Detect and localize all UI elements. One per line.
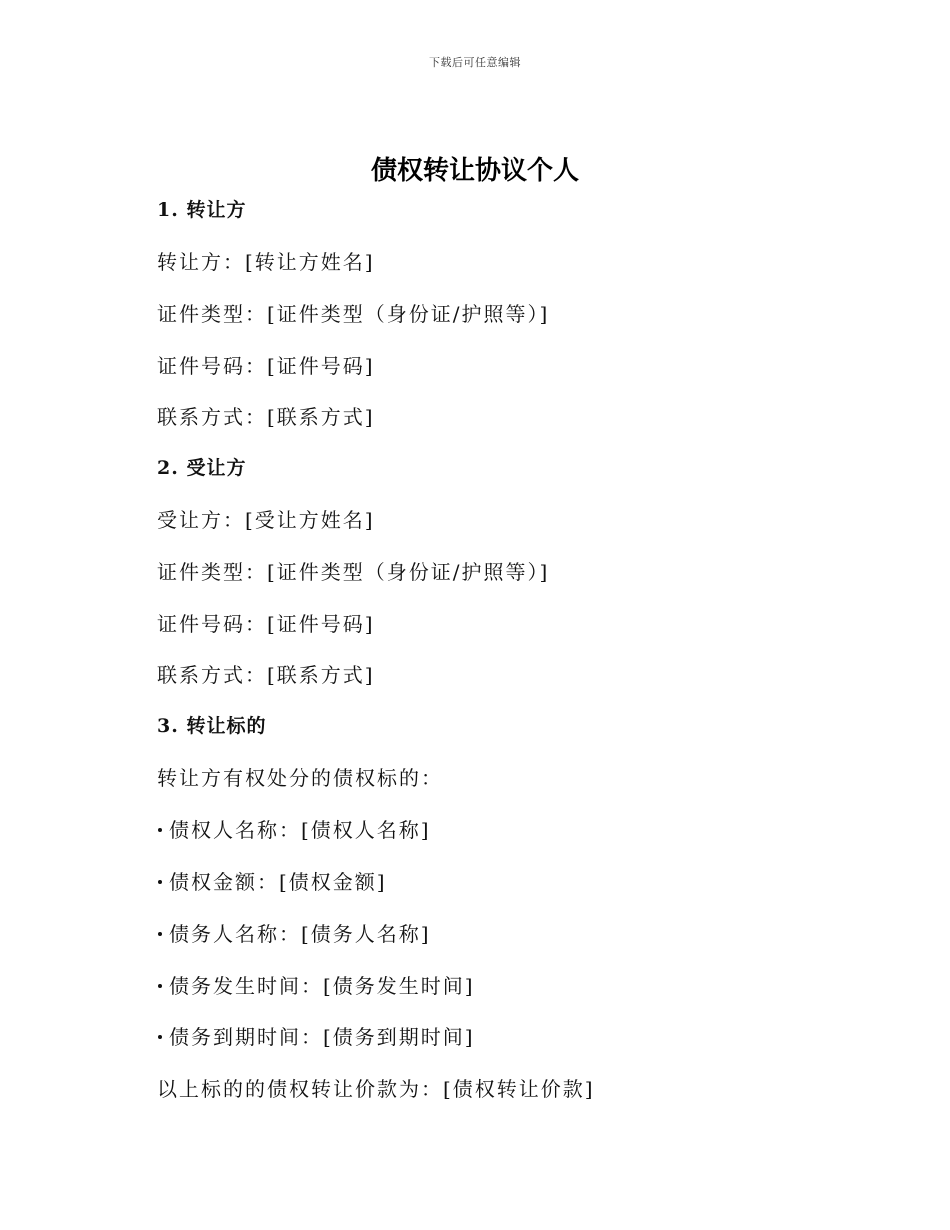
section-heading-transferor: 1. 转让方	[157, 199, 247, 221]
header-note: 下载后可任意编辑	[429, 56, 521, 69]
creditor-name-text: 债权人名称：[债权人名称]	[169, 818, 431, 842]
claim-amount-text: 债权金额：[债权金额]	[169, 870, 387, 894]
list-item	[157, 870, 387, 894]
bullet-icon	[158, 984, 162, 988]
bullet-icon	[158, 932, 162, 936]
transferor-id-type-line: 证件类型：[证件类型（身份证/护照等）]	[157, 302, 550, 326]
transferee-contact-line: 联系方式：[联系方式]	[157, 663, 375, 687]
bullet-icon	[158, 1035, 162, 1039]
transferor-contact-line: 联系方式：[联系方式]	[157, 405, 375, 429]
transferee-id-number-line: 证件号码：[证件号码]	[157, 612, 375, 636]
section-heading-subject: 3. 转让标的	[157, 715, 267, 737]
transferee-id-type-line: 证件类型：[证件类型（身份证/护照等）]	[157, 560, 550, 584]
bullet-icon	[158, 880, 162, 884]
debt-start-time-text: 债务发生时间：[债务发生时间]	[169, 974, 475, 998]
list-item	[157, 922, 431, 946]
transferor-name-line: 转让方：[转让方姓名]	[157, 250, 375, 274]
list-item	[157, 974, 475, 998]
list-item	[157, 818, 431, 842]
document-title: 债权转让协议个人	[370, 156, 579, 186]
debtor-name-text: 债务人名称：[债务人名称]	[169, 922, 431, 946]
subject-intro-line: 转让方有权处分的债权标的：	[157, 766, 443, 790]
transfer-price-line: 以上标的的债权转让价款为：[债权转让价款]	[157, 1077, 595, 1101]
bullet-icon	[158, 828, 162, 832]
debt-due-time-text: 债务到期时间：[债务到期时间]	[169, 1025, 475, 1049]
section-heading-transferee: 2. 受让方	[157, 457, 247, 479]
transferor-id-number-line: 证件号码：[证件号码]	[157, 354, 375, 378]
list-item	[157, 1025, 475, 1049]
transferee-name-line: 受让方：[受让方姓名]	[157, 508, 375, 532]
